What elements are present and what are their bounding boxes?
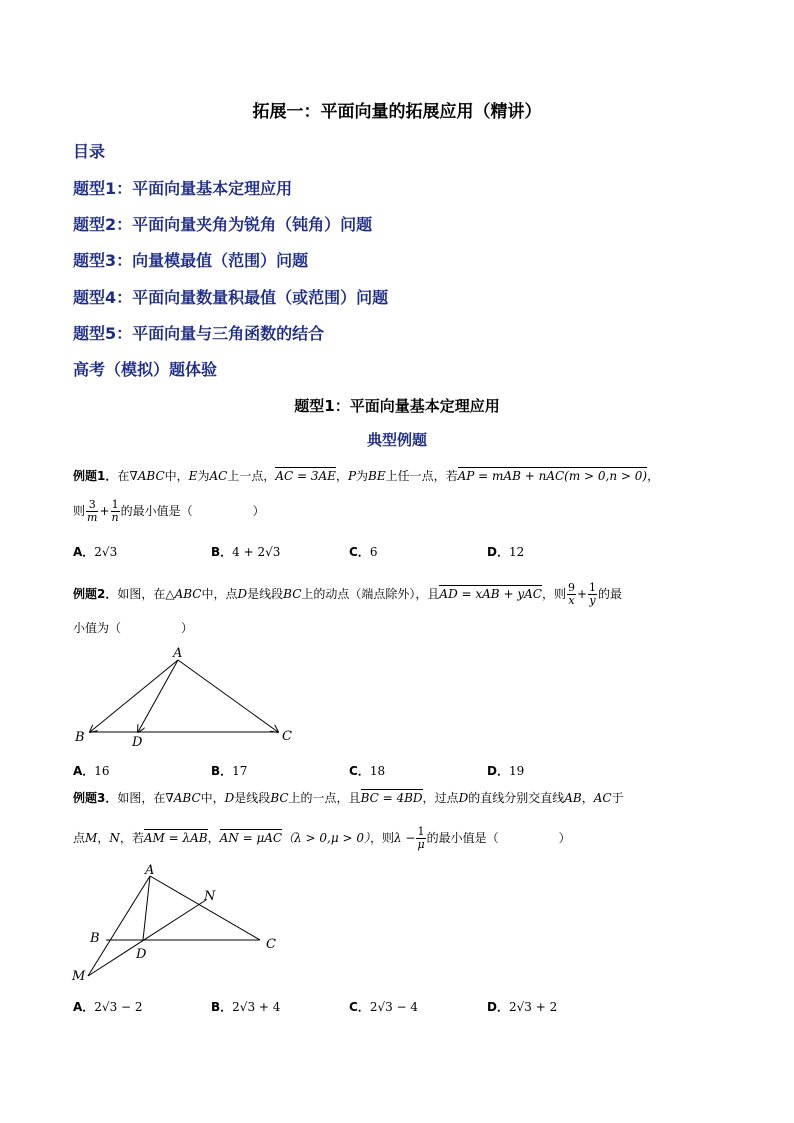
option-value: 16 bbox=[94, 764, 110, 778]
option-b[interactable] bbox=[211, 543, 280, 560]
segment-ac bbox=[150, 876, 260, 940]
text: 在 bbox=[117, 469, 130, 483]
toc-item-5[interactable]: 题型5：平面向量与三角函数的结合 bbox=[73, 324, 325, 343]
vector-equation-2: AM = λAB bbox=[143, 831, 208, 845]
triangle-symbol: ∇ABC bbox=[165, 791, 201, 805]
text: ，过点 bbox=[422, 791, 459, 805]
point-p: P bbox=[347, 469, 357, 483]
text: 的直线分别交直线 bbox=[468, 791, 565, 805]
point-d: D bbox=[224, 791, 235, 805]
text: 中， bbox=[200, 791, 225, 805]
lambda-minus: λ − bbox=[393, 831, 416, 845]
fraction-9-over-x bbox=[567, 582, 576, 607]
numerator: 1 bbox=[417, 825, 425, 838]
triangle-symbol: ∇ABC bbox=[129, 469, 165, 483]
option-b[interactable] bbox=[211, 762, 247, 779]
text: 点 bbox=[73, 831, 86, 845]
text: 于 bbox=[611, 791, 624, 805]
line-mn bbox=[88, 900, 206, 976]
option-d[interactable] bbox=[487, 762, 524, 779]
text: 是线段 bbox=[234, 791, 271, 805]
vector-equation-1: BC = 4BD bbox=[360, 791, 423, 805]
text: 上的动点（端点除外），且 bbox=[301, 587, 440, 601]
text: 是线段 bbox=[247, 587, 284, 601]
label-d: D bbox=[136, 947, 147, 962]
option-value: 2√3 bbox=[94, 545, 118, 559]
text: ， bbox=[581, 791, 594, 805]
numerator: 3 bbox=[86, 499, 98, 512]
vector-equation-3: AN = μAC bbox=[219, 831, 283, 845]
option-value: 2√3 − 4 bbox=[369, 1000, 419, 1014]
option-value: 2√3 − 2 bbox=[94, 1000, 143, 1014]
text: 中， bbox=[164, 469, 189, 483]
example-1-label: 例题1． bbox=[73, 469, 118, 483]
option-a[interactable] bbox=[73, 998, 143, 1015]
label-c: C bbox=[282, 729, 292, 744]
document-title: 拓展一：平面向量的拓展应用（精讲） bbox=[252, 102, 542, 122]
option-value: 12 bbox=[508, 545, 525, 559]
toc-item-2[interactable]: 题型2：平面向量夹角为锐角（钝角）问题 bbox=[73, 215, 373, 234]
example-3-question-cont bbox=[73, 826, 571, 851]
text: ， bbox=[335, 469, 348, 483]
option-c[interactable] bbox=[349, 543, 377, 560]
text: 则 bbox=[73, 504, 86, 518]
triangle-symbol: △ABC bbox=[165, 587, 202, 601]
option-value: 6 bbox=[369, 545, 378, 559]
option-label: A． bbox=[73, 1000, 95, 1014]
text: 中，点 bbox=[201, 587, 238, 601]
example-2-label: 例题2． bbox=[73, 587, 118, 601]
fraction-1-over-y bbox=[588, 582, 597, 607]
option-d[interactable] bbox=[487, 998, 557, 1015]
line-ac: AC bbox=[593, 791, 612, 805]
plus-sign: + bbox=[99, 504, 110, 518]
plus-sign: + bbox=[576, 587, 588, 601]
example-2-figure bbox=[70, 640, 310, 750]
option-label: C． bbox=[349, 1000, 370, 1014]
example-2-question-cont bbox=[73, 619, 193, 636]
segment-bc: BC bbox=[283, 587, 302, 601]
option-label: D． bbox=[487, 545, 509, 559]
point-m: M bbox=[85, 831, 98, 845]
denominator: x bbox=[568, 594, 575, 607]
label-n: N bbox=[204, 889, 216, 904]
denominator: μ bbox=[417, 838, 425, 851]
text: 上任一点，若 bbox=[385, 469, 458, 483]
numerator: 1 bbox=[111, 498, 119, 511]
text: 为 bbox=[197, 469, 210, 483]
example-3-label: 例题3． bbox=[73, 791, 118, 805]
label-b: B bbox=[75, 730, 85, 745]
segment-ac: AC bbox=[209, 469, 228, 483]
label-a: A bbox=[173, 646, 183, 661]
section-subheading: 典型例题 bbox=[366, 431, 427, 449]
toc-item-1[interactable]: 题型1：平面向量基本定理应用 bbox=[73, 179, 293, 198]
example-2-question bbox=[73, 582, 622, 607]
vector-equation-2: AP = mAB + nAC(m > 0,n > 0) bbox=[457, 469, 648, 483]
segment-bc: BC bbox=[270, 791, 289, 805]
option-c[interactable] bbox=[349, 762, 385, 779]
text: ， bbox=[647, 469, 660, 483]
toc-item-4[interactable]: 题型4：平面向量数量积最值（或范围）问题 bbox=[73, 288, 389, 307]
text: 的最 bbox=[598, 587, 623, 601]
option-b[interactable] bbox=[211, 998, 280, 1015]
example-1-question bbox=[73, 467, 659, 484]
option-a[interactable] bbox=[73, 543, 117, 560]
text: ， bbox=[97, 831, 110, 845]
text: ，则 bbox=[369, 831, 394, 845]
option-value: 4 + 2√3 bbox=[232, 545, 281, 559]
option-value: 2√3 + 4 bbox=[232, 1000, 281, 1014]
option-label: C． bbox=[349, 764, 370, 778]
example-3-figure bbox=[68, 860, 298, 985]
option-value: 18 bbox=[369, 764, 386, 778]
numerator: 1 bbox=[589, 581, 597, 594]
section-heading: 题型1：平面向量基本定理应用 bbox=[294, 397, 500, 415]
label-c: C bbox=[266, 937, 276, 952]
condition: （λ > 0,μ > 0） bbox=[282, 831, 370, 845]
option-value: 17 bbox=[232, 764, 248, 778]
text: 上的一点，且 bbox=[288, 791, 361, 805]
text: 上一点， bbox=[227, 469, 276, 483]
point-d: D bbox=[458, 791, 469, 805]
text: ， bbox=[207, 831, 220, 845]
point-e: E bbox=[188, 469, 198, 483]
vector-equation: AD = xAB + yAC bbox=[439, 587, 542, 601]
denominator: m bbox=[87, 511, 98, 524]
text: ） bbox=[558, 831, 571, 845]
text: ，则 bbox=[541, 587, 566, 601]
text: 小值为（ bbox=[73, 621, 122, 635]
option-label: D． bbox=[487, 1000, 509, 1014]
segment-be: BE bbox=[368, 469, 386, 483]
text: 的最小值是（ bbox=[120, 504, 193, 518]
option-label: A． bbox=[73, 545, 95, 559]
text: 的最小值是（ bbox=[426, 831, 499, 845]
text: 如图，在 bbox=[117, 791, 166, 805]
option-label: A． bbox=[73, 764, 95, 778]
label-a: A bbox=[145, 863, 155, 878]
option-value: 2√3 + 2 bbox=[508, 1000, 558, 1014]
line-ab: AB bbox=[564, 791, 582, 805]
text: ） bbox=[181, 621, 194, 635]
denominator: n bbox=[111, 511, 119, 524]
text: 如图，在 bbox=[117, 587, 166, 601]
point-n: N bbox=[109, 831, 120, 845]
option-c[interactable] bbox=[349, 998, 418, 1015]
option-label: B． bbox=[211, 1000, 233, 1014]
option-d[interactable] bbox=[487, 543, 524, 560]
vector-ac bbox=[178, 660, 278, 732]
text: ，若 bbox=[119, 831, 144, 845]
numerator: 9 bbox=[567, 581, 575, 594]
text: ） bbox=[252, 504, 265, 518]
fraction-1-over-n bbox=[111, 499, 120, 524]
toc-item-3[interactable]: 题型3：向量模最值（范围）问题 bbox=[73, 251, 309, 270]
label-m: M bbox=[72, 969, 86, 984]
denominator: y bbox=[589, 594, 596, 607]
option-label: B． bbox=[211, 764, 233, 778]
option-label: D． bbox=[487, 764, 509, 778]
option-a[interactable] bbox=[73, 762, 110, 779]
fraction-3-over-m bbox=[86, 499, 98, 524]
option-value: 19 bbox=[508, 764, 525, 778]
option-label: C． bbox=[349, 545, 370, 559]
example-1-question-cont bbox=[73, 499, 265, 524]
vector-equation-1: AC = 3AE bbox=[275, 469, 336, 483]
toc-heading: 目录 bbox=[73, 142, 106, 161]
fraction-1-over-mu bbox=[416, 826, 425, 851]
point-d: D bbox=[237, 587, 248, 601]
vector-ab bbox=[90, 660, 178, 732]
text: 为 bbox=[356, 469, 369, 483]
toc-item-6[interactable]: 高考（模拟）题体验 bbox=[73, 360, 218, 379]
option-label: B． bbox=[211, 545, 233, 559]
label-b: B bbox=[90, 931, 100, 946]
example-3-question bbox=[73, 789, 624, 806]
label-d: D bbox=[132, 735, 143, 750]
vector-ad bbox=[138, 660, 178, 732]
